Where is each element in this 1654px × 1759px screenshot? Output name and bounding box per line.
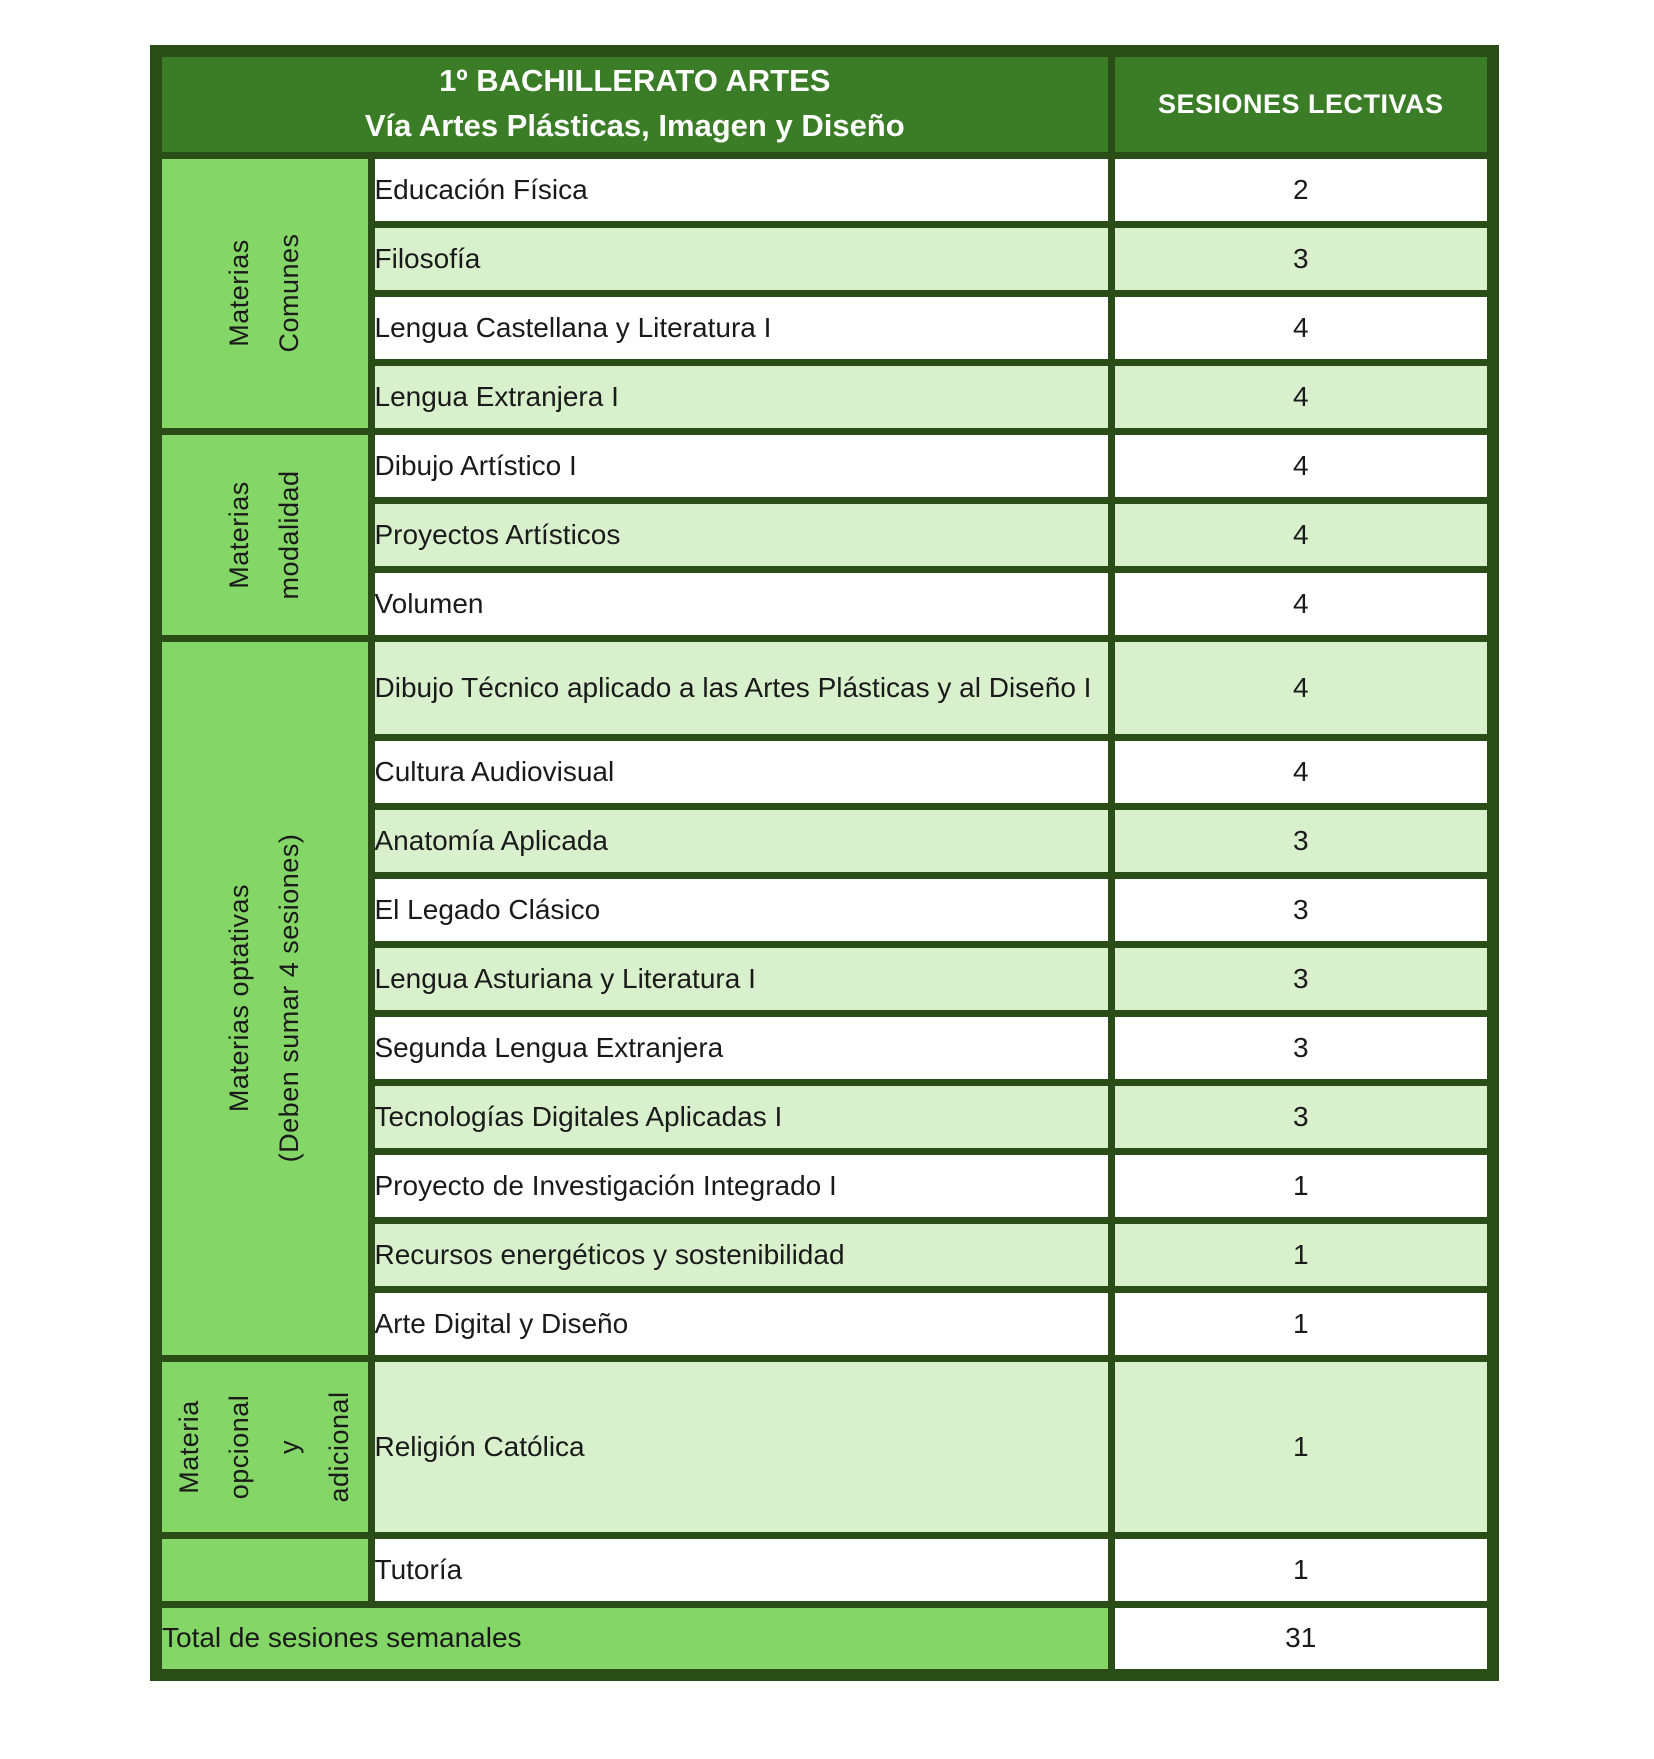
sessions-cell: 3 xyxy=(1111,944,1493,1013)
sessions-cell: 1 xyxy=(1111,1358,1493,1535)
sessions-cell: 4 xyxy=(1111,569,1493,638)
subject-cell: Proyecto de Investigación Integrado I xyxy=(371,1151,1111,1220)
subject-cell: Educación Física xyxy=(371,155,1111,224)
sessions-cell: 3 xyxy=(1111,224,1493,293)
table-title xyxy=(156,51,1111,155)
sessions-cell: 3 xyxy=(1111,1013,1493,1082)
group-label-materias-comunes xyxy=(156,155,371,431)
group-label-line: opcional xyxy=(223,1394,254,1499)
subject-cell: Arte Digital y Diseño xyxy=(371,1289,1111,1358)
sessions-cell: 4 xyxy=(1111,737,1493,806)
group-label-text xyxy=(215,470,315,599)
subject-cell: Proyectos Artísticos xyxy=(371,500,1111,569)
subject-cell: El Legado Clásico xyxy=(371,875,1111,944)
group-label-text xyxy=(215,834,315,1163)
subject-cell: Volumen xyxy=(371,569,1111,638)
group-label-text xyxy=(165,1391,365,1502)
title-line-1: 1º BACHILLERATO ARTES xyxy=(439,63,831,99)
sessions-cell: 1 xyxy=(1111,1220,1493,1289)
group-label-line: Materias optativas xyxy=(223,883,254,1113)
group-label-materia-opcional xyxy=(156,1358,371,1535)
sessions-cell: 3 xyxy=(1111,1082,1493,1151)
subject-cell: Lengua Asturiana y Literatura I xyxy=(371,944,1111,1013)
table-row xyxy=(156,431,1493,500)
subject-cell: Tecnologías Digitales Aplicadas I xyxy=(371,1082,1111,1151)
sessions-cell: 4 xyxy=(1111,638,1493,737)
subject-cell: Anatomía Aplicada xyxy=(371,806,1111,875)
sessions-cell: 1 xyxy=(1111,1289,1493,1358)
subject-cell: Lengua Castellana y Literatura I xyxy=(371,293,1111,362)
total-row xyxy=(156,1604,1493,1675)
subject-cell: Segunda Lengua Extranjera xyxy=(371,1013,1111,1082)
sessions-cell: 2 xyxy=(1111,155,1493,224)
group-label-text xyxy=(215,233,315,352)
subject-cell: Tutoría xyxy=(371,1535,1111,1604)
group-label-materias-optativas xyxy=(156,638,371,1358)
sessions-cell: 3 xyxy=(1111,806,1493,875)
header-row xyxy=(156,51,1493,155)
group-label-line: Comunes xyxy=(273,233,304,353)
sessions-cell: 4 xyxy=(1111,431,1493,500)
sessions-cell: 1 xyxy=(1111,1535,1493,1604)
table-row xyxy=(156,1535,1493,1604)
group-label-materias-modalidad xyxy=(156,431,371,638)
table-row xyxy=(156,638,1493,737)
group-label-empty xyxy=(156,1535,371,1604)
title-line-2: Vía Artes Plásticas, Imagen y Diseño xyxy=(364,108,905,144)
subject-cell: Recursos energéticos y sostenibilidad xyxy=(371,1220,1111,1289)
group-label-line: Materias xyxy=(223,480,254,589)
sessions-cell: 1 xyxy=(1111,1151,1493,1220)
group-label-line: (Deben sumar 4 sesiones) xyxy=(273,833,304,1163)
subject-cell: Cultura Audiovisual xyxy=(371,737,1111,806)
sessions-cell: 4 xyxy=(1111,362,1493,431)
subject-cell: Dibujo Técnico aplicado a las Artes Plásticas y al Diseño I xyxy=(371,638,1111,737)
table-row xyxy=(156,1358,1493,1535)
sessions-cell: 4 xyxy=(1111,500,1493,569)
total-value: 31 xyxy=(1111,1604,1493,1675)
group-label-line: modalidad xyxy=(273,469,304,600)
group-label-line: adicional xyxy=(323,1390,354,1503)
sessions-cell: 3 xyxy=(1111,875,1493,944)
table-row xyxy=(156,155,1493,224)
group-label-line: Materia xyxy=(173,1399,204,1494)
group-label-line: y xyxy=(273,1439,304,1454)
subject-cell: Dibujo Artístico I xyxy=(371,431,1111,500)
sessions-cell: 4 xyxy=(1111,293,1493,362)
total-label: Total de sesiones semanales xyxy=(156,1604,1111,1675)
curriculum-table xyxy=(150,45,1499,1681)
subject-cell: Religión Católica xyxy=(371,1358,1111,1535)
sessions-column-header: SESIONES LECTIVAS xyxy=(1111,51,1493,155)
subject-cell: Lengua Extranjera I xyxy=(371,362,1111,431)
subject-cell: Filosofía xyxy=(371,224,1111,293)
group-label-line: Materias xyxy=(223,239,254,347)
